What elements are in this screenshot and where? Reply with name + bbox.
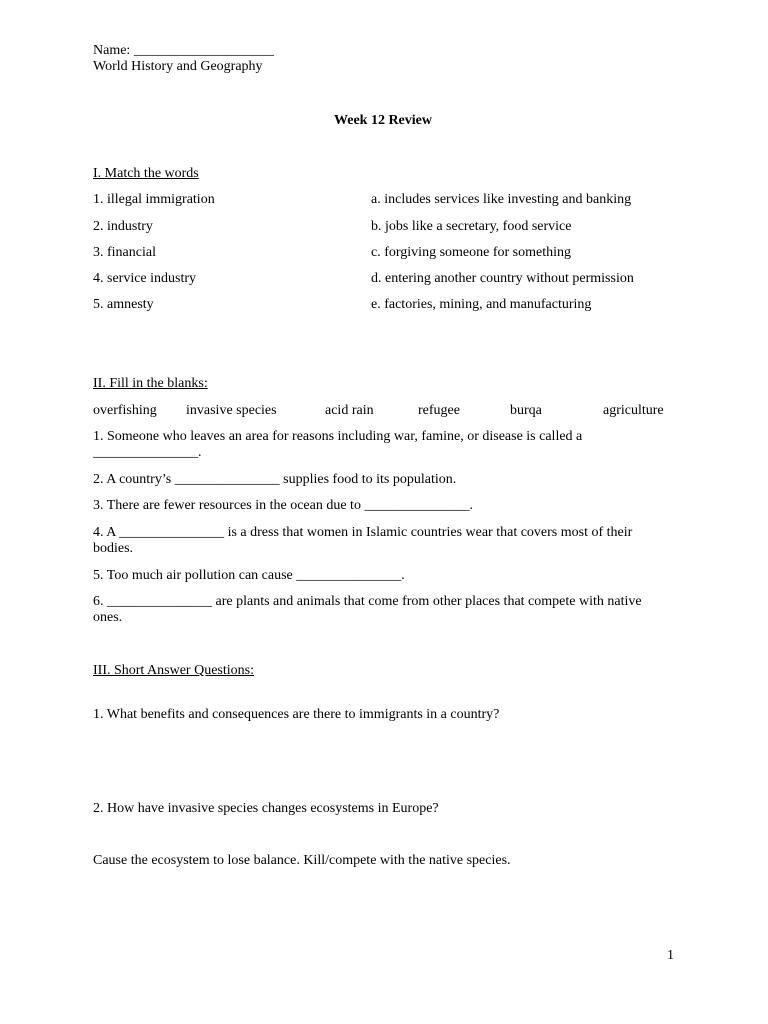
match-term: 4. service industry: [93, 271, 197, 286]
match-definition: c. forgiving someone for something: [371, 245, 571, 260]
short-answer-question-2: 2. How have invasive species changes ecosystems in Europe?: [93, 801, 439, 816]
fill-blank-question-2: 2. A country’s _______________ supplies food to its population.: [93, 472, 457, 487]
page-number: 1: [667, 948, 674, 963]
fill-blank-question-3: 3. There are fewer resources in the ocean due to _______________.: [93, 498, 473, 513]
section-3-heading: III. Short Answer Questions:: [93, 663, 254, 678]
short-answer-response-2: Cause the ecosystem to lose balance. Kill/compete with the native species.: [93, 853, 511, 868]
name-line: Name: ____________________: [93, 43, 274, 58]
match-definition: b. jobs like a secretary, food service: [371, 219, 572, 234]
word-bank-item: acid rain: [325, 403, 374, 418]
match-term: 3. financial: [93, 245, 156, 260]
word-bank-item: overfishing: [93, 403, 157, 418]
word-bank-item: burqa: [510, 403, 542, 418]
match-definition: e. factories, mining, and manufacturing: [371, 297, 592, 312]
section-1-heading: I. Match the words: [93, 166, 199, 181]
word-bank-item: agriculture: [603, 403, 664, 418]
fill-blank-question-1: 1. Someone who leaves an area for reasons including war, famine, or disease is called a _______________.: [93, 429, 583, 460]
match-definition: a. includes services like investing and banking: [371, 192, 632, 207]
word-bank-item: invasive species: [186, 403, 277, 418]
match-term: 2. industry: [93, 219, 153, 234]
section-2-heading: II. Fill in the blanks:: [93, 376, 208, 391]
word-bank-item: refugee: [418, 403, 460, 418]
match-term: 5. amnesty: [93, 297, 154, 312]
fill-blank-question-6: 6. _______________ are plants and animals that come from other places that compete with native ones.: [93, 594, 642, 625]
match-definition: d. entering another country without permission: [371, 271, 634, 286]
page-title: Week 12 Review: [334, 113, 432, 128]
fill-blank-question-5: 5. Too much air pollution can cause _______________.: [93, 568, 405, 583]
course-title: World History and Geography: [93, 59, 263, 74]
short-answer-question-1: 1. What benefits and consequences are there to immigrants in a country?: [93, 707, 500, 722]
fill-blank-question-4: 4. A _______________ is a dress that women in Islamic countries wear that covers most of their bodies.: [93, 525, 633, 556]
match-term: 1. illegal immigration: [93, 192, 215, 207]
